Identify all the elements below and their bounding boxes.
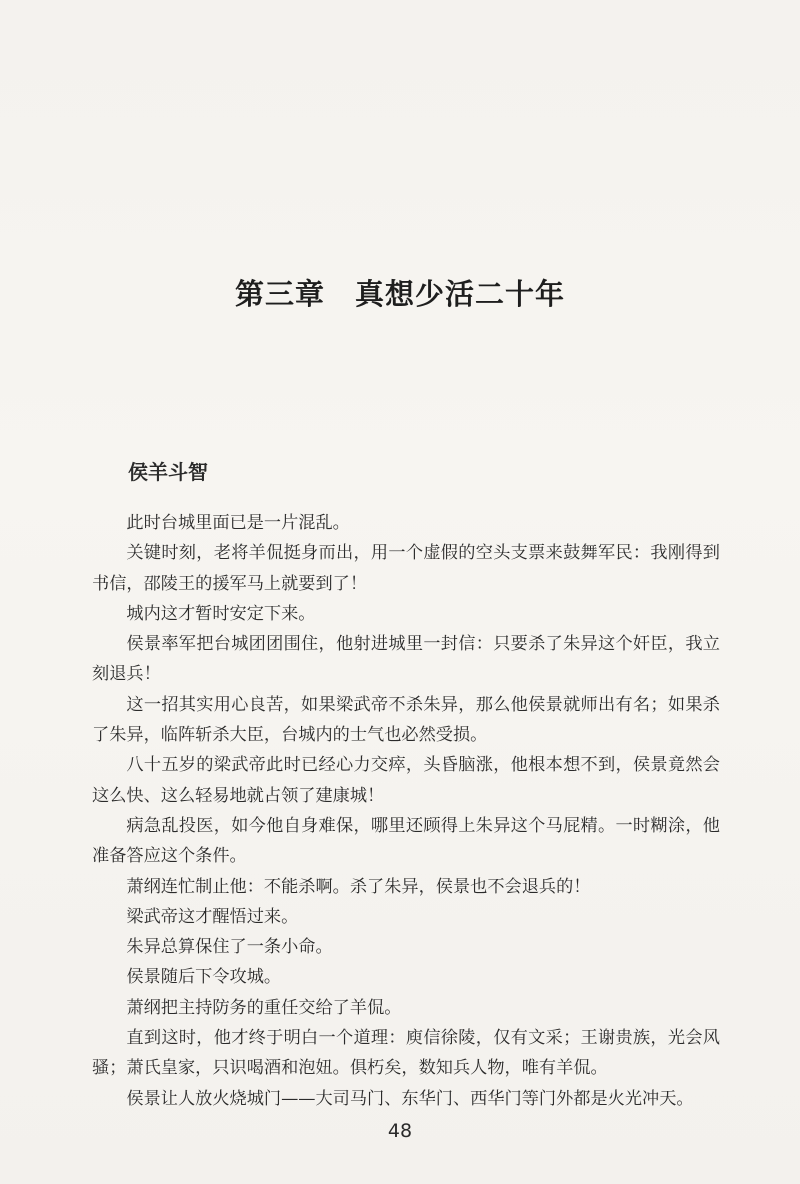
paragraph: 侯景让人放火烧城门——大司马门、东华门、西华门等门外都是火光冲天。 xyxy=(126,1088,694,1109)
paragraph: 朱异总算保住了一条小命。 xyxy=(126,937,333,958)
paragraph: 八十五岁的梁武帝此时已经心力交瘁，头昏脑涨，他根本想不到，侯景竟然会这么快、这么轻易地就占领了建康城！ xyxy=(92,755,720,806)
page-number: 48 xyxy=(387,1120,413,1142)
chapter-title: 第三章 真想少活二十年 xyxy=(234,277,565,311)
paragraph: 萧纲连忙制止他：不能杀啊。杀了朱异，侯景也不会退兵的！ xyxy=(126,876,591,897)
paragraph: 这一招其实用心良苦，如果梁武帝不杀朱异，那么他侯景就师出有名；如果杀了朱异，临阵斩杀大臣，台城内的士气也必然受损。 xyxy=(92,694,720,746)
paragraph: 城内这才暂时安定下来。 xyxy=(126,603,316,624)
paragraph: 关键时刻，老将羊侃挺身而出，用一个虚假的空头支票来鼓舞军民：我刚得到书信，邵陵王的援军马上就要到了！ xyxy=(92,543,720,594)
paragraph: 此时台城里面已是一片混乱。 xyxy=(126,513,350,533)
paragraph: 梁武帝这才醒悟过来。 xyxy=(126,906,299,927)
section-heading: 侯羊斗智 xyxy=(128,460,208,484)
paragraph: 侯景率军把台城团团围住，他射进城里一封信：只要杀了朱异这个奸臣，我立刻退兵！ xyxy=(92,634,720,685)
paragraph: 侯景随后下令攻城。 xyxy=(126,967,282,988)
paragraph: 萧纲把主持防务的重任交给了羊侃。 xyxy=(126,997,402,1018)
paragraph: 病急乱投医，如今他自身难保，哪里还顾得上朱异这个马屁精。一时糊涂，他准备答应这个条件。 xyxy=(92,815,720,867)
body-text xyxy=(92,508,720,1114)
paragraph: 直到这时，他才终于明白一个道理：庾信徐陵，仅有文采；王谢贵族，光会风骚；萧氏皇家，只识喝酒和泡妞。俱朽矣，数知兵人物，唯有羊侃。 xyxy=(92,1028,720,1079)
